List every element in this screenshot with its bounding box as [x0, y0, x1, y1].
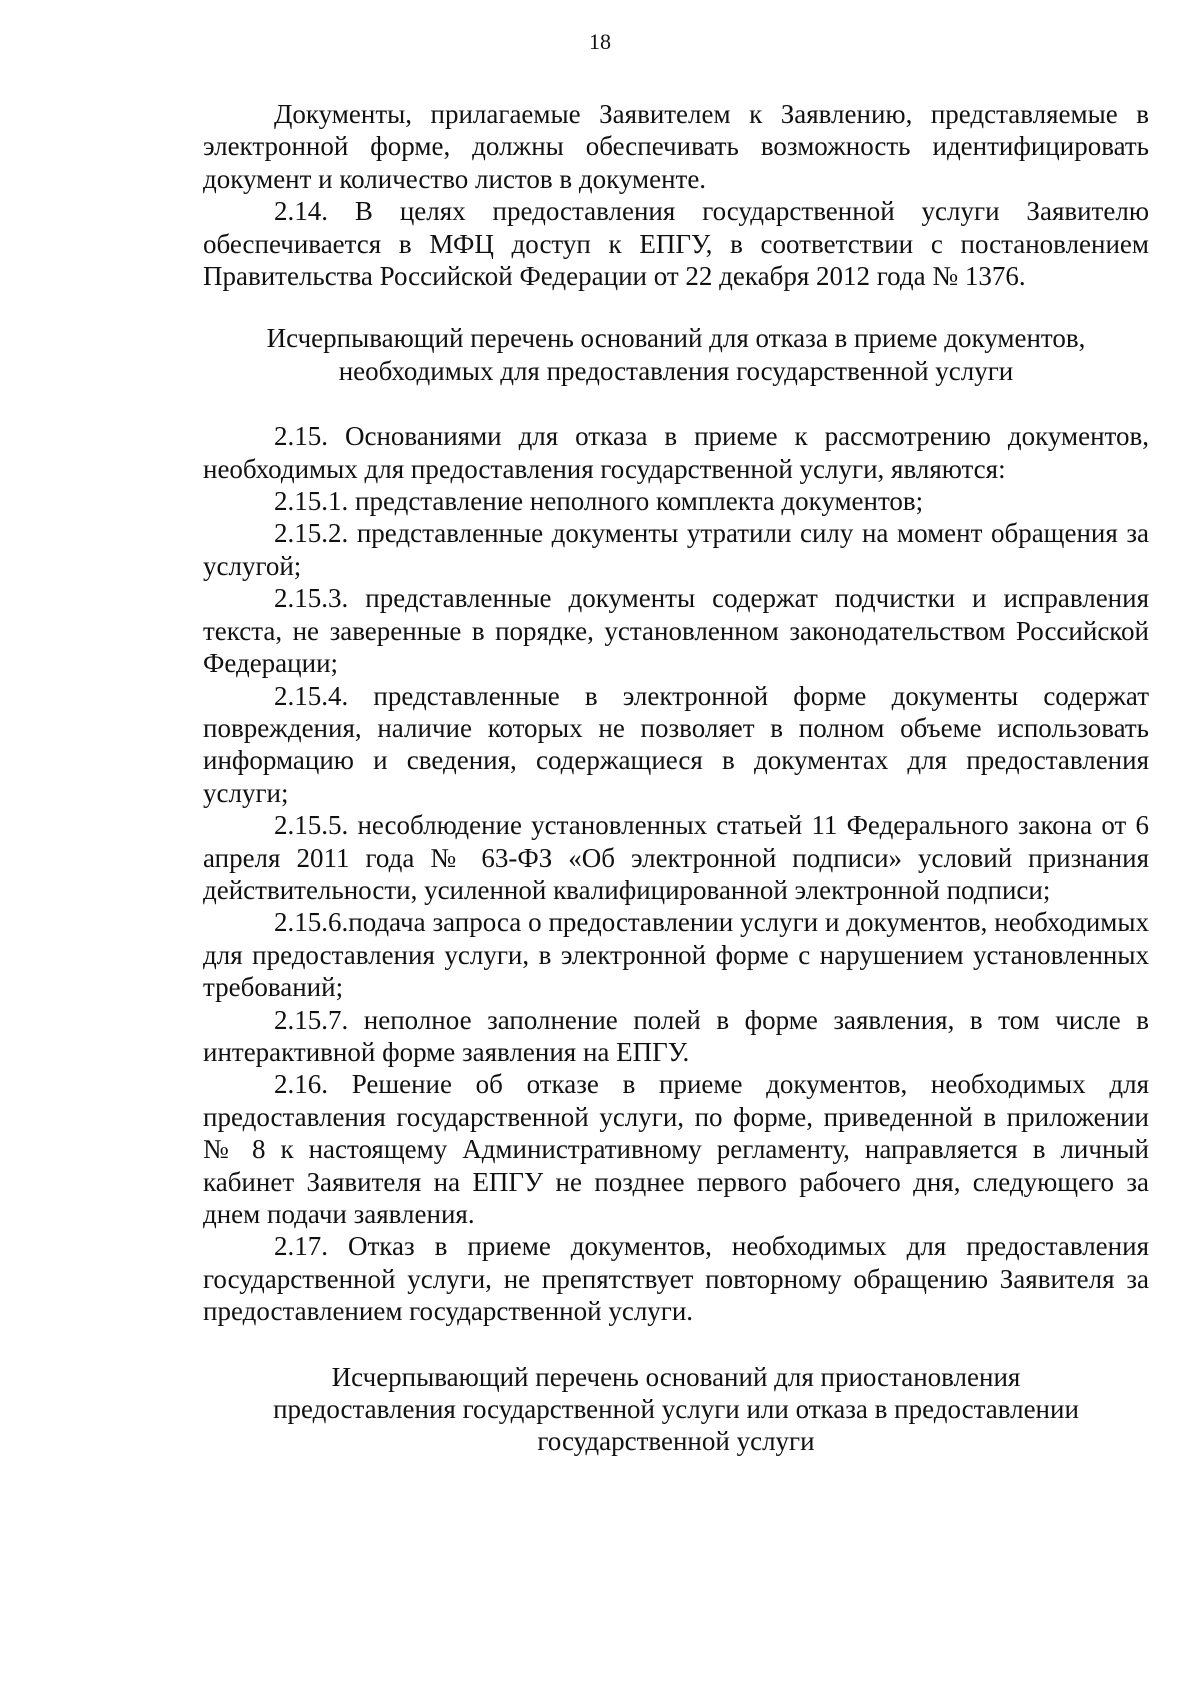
heading-line: предоставления государственной услуги или отказа в предоставлении [273, 1394, 1079, 1425]
section-heading-suspension-grounds [203, 1361, 1149, 1458]
paragraph-2-15-6: 2.15.6.подача запроса о предоставлении услуги и документов, необходимых для предоставления услуги, в электронной форме с нарушением установленных требований; [203, 907, 1149, 1003]
page-number: 18 [589, 29, 611, 54]
paragraph-attached-documents: Документы, прилагаемые Заявителем к Заявлению, представляемые в электронной форме, должны обеспечивать возможность идентифицировать документ и количество листов в документе. [203, 99, 1149, 194]
paragraph-2-15-4: 2.15.4. представленные в электронной форме документы содержат повреждения, наличие которых не позволяет в полном объеме использовать информацию и сведения, содержащиеся в документах для предоставления услуги; [203, 680, 1149, 808]
paragraph-2-15-7: 2.15.7. неполное заполнение полей в форме заявления, в том числе в интерактивной форме заявления на ЕПГУ. [203, 1004, 1149, 1067]
paragraph-2-15: 2.15. Основаниями для отказа в приеме к рассмотрению документов, необходимых для предоставления государственной услуги, являются: [203, 421, 1149, 484]
heading-line: Исчерпывающий перечень оснований для приостановления [331, 1361, 1021, 1392]
heading-line: Исчерпывающий перечень оснований для отказа в приеме документов, [266, 323, 1086, 354]
paragraph-2-15-5: 2.15.5. несоблюдение установленных статьей 11 Федерального закона от 6 апреля 2011 года № 63-ФЗ «Об электронной подписи» условий признания действительности, усиленной квалифицированной электронной подписи; [203, 810, 1149, 905]
paragraph-2-17: 2.17. Отказ в приеме документов, необходимых для предоставления государственной услуги, не препятствует повторному обращению Заявителя за предоставлением государственной услуги. [203, 1231, 1149, 1327]
heading-line: государственной услуги [537, 1426, 815, 1457]
paragraph-2-15-3: 2.15.3. представленные документы содержат подчистки и исправления текста, не заверенные в порядке, установленном законодательством Российской Федерации; [203, 583, 1149, 679]
paragraph-2-16: 2.16. Решение об отказе в приеме документов, необходимых для предоставления государственной услуги, по форме, приведенной в приложении № 8 к настоящему Административному регламенту, направляется в личный кабинет Заявителя на ЕПГУ не позднее первого рабочего дня, следующего за днем подачи заявления. [203, 1069, 1149, 1229]
paragraph-2-14: 2.14. В целях предоставления государственной услуги Заявителю обеспечивается в МФЦ доступ к ЕПГУ, в соответствии с постановлением Правительства Российской Федерации от 22 декабря 2012 года № 1376. [203, 196, 1149, 292]
heading-line: необходимых для предоставления государственной услуги [338, 355, 1014, 386]
paragraph-2-15-1: 2.15.1. представление неполного комплекта документов; [274, 486, 924, 517]
section-heading-refusal-grounds [203, 322, 1149, 387]
document-body [203, 98, 1149, 1458]
paragraph-2-15-2: 2.15.2. представленные документы утратили силу на момент обращения за услугой; [203, 518, 1149, 581]
